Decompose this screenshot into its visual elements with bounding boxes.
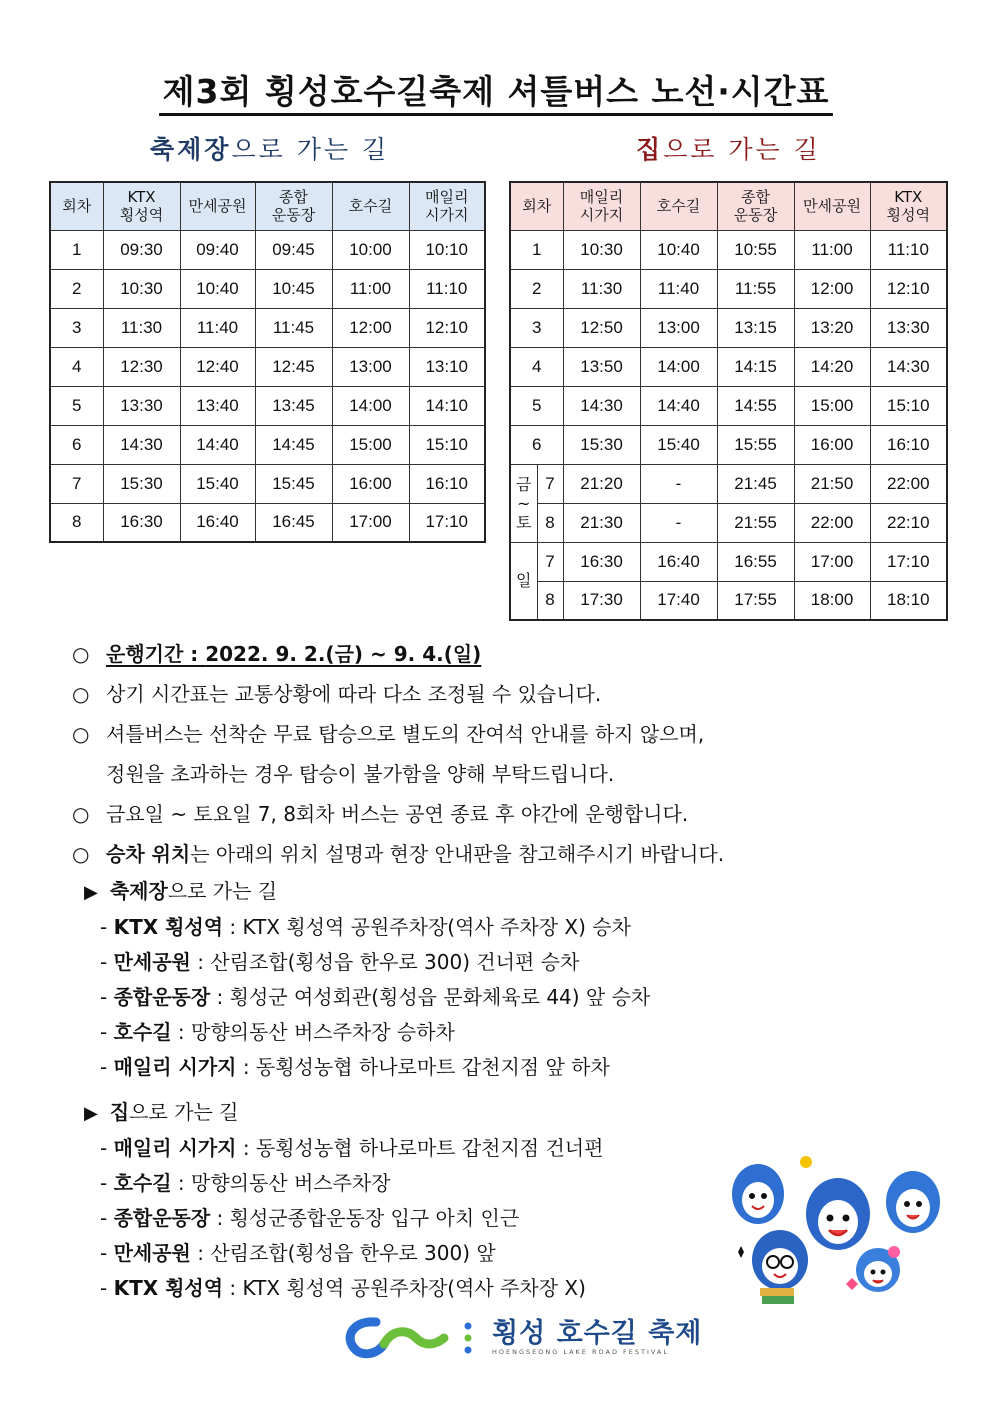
circle-bullet-icon: ○ — [72, 642, 90, 666]
trip-number-cell: 8 — [50, 503, 103, 542]
time-cell: 13:00 — [332, 347, 409, 386]
header-cell: 종합 운동장 — [717, 182, 794, 230]
time-cell: 11:40 — [640, 269, 717, 308]
time-cell: 17:00 — [794, 542, 870, 581]
notes-list — [72, 634, 972, 874]
time-cell: 14:00 — [332, 386, 409, 425]
time-cell: 16:10 — [409, 464, 485, 503]
note-period: ○ 운행기간 : 2022. 9. 2.(금) ~ 9. 4.(일) — [72, 634, 972, 674]
stop-description: : 산림조합(횡성읍 한우로 300) 건너편 승차 — [190, 950, 580, 974]
header-cell: 호수길 — [640, 182, 717, 230]
trip-number-cell: 3 — [510, 308, 563, 347]
trip-number-cell: 1 — [50, 230, 103, 269]
time-cell: 14:20 — [794, 347, 870, 386]
table-header-row — [510, 182, 947, 230]
time-cell: 12:00 — [794, 269, 870, 308]
time-cell: - — [640, 503, 717, 542]
stop-description: : 횡성군 여성회관(횡성읍 문화체육로 44) 앞 승차 — [210, 985, 651, 1009]
dash-bullet: - — [100, 1136, 114, 1160]
time-cell: 22:00 — [870, 464, 947, 503]
mascot-character-icon — [806, 1178, 870, 1250]
time-cell: 16:30 — [563, 542, 640, 581]
time-cell: 13:10 — [409, 347, 485, 386]
trip-number-cell: 1 — [510, 230, 563, 269]
header-cell: 종합 운동장 — [255, 182, 332, 230]
stop-item — [84, 945, 884, 980]
time-cell: 13:40 — [180, 386, 255, 425]
dash-bullet: - — [100, 1206, 114, 1230]
trip-number-cell: 4 — [510, 347, 563, 386]
triangle-right-icon: ▶ — [84, 882, 98, 903]
dash-bullet: - — [100, 915, 114, 939]
circle-bullet-icon: ○ — [72, 802, 90, 826]
mascot-character-icon — [732, 1164, 784, 1224]
stop-description: : 횡성군종합운동장 입구 아치 인근 — [210, 1206, 520, 1230]
time-cell: 22:00 — [794, 503, 870, 542]
time-cell: 15:40 — [180, 464, 255, 503]
header-cell: 호수길 — [332, 182, 409, 230]
header-cell: 회차 — [50, 182, 103, 230]
mascot-character-icon — [856, 1246, 900, 1292]
time-cell: 15:55 — [717, 425, 794, 464]
stop-description: : 산림조합(횡성읍 한우로 300) 앞 — [190, 1241, 496, 1265]
trip-number-cell: 8 — [537, 503, 563, 542]
stop-name: 호수길 — [113, 1171, 172, 1195]
stop-name: 종합운동장 — [113, 985, 211, 1009]
stop-name: 만세공원 — [113, 950, 191, 974]
time-cell: 10:40 — [640, 230, 717, 269]
time-cell: 13:30 — [103, 386, 180, 425]
time-cell: 10:45 — [255, 269, 332, 308]
time-cell: 21:50 — [794, 464, 870, 503]
dash-bullet: - — [100, 1020, 114, 1044]
dash-bullet: - — [100, 1241, 114, 1265]
table-row — [510, 308, 947, 347]
time-cell: - — [640, 464, 717, 503]
table-row — [510, 581, 947, 620]
time-cell: 21:30 — [563, 503, 640, 542]
dash-bullet: - — [100, 1171, 114, 1195]
time-cell: 11:00 — [332, 269, 409, 308]
time-cell: 10:40 — [180, 269, 255, 308]
time-cell: 13:00 — [640, 308, 717, 347]
stop-name: KTX 횡성역 — [113, 915, 224, 939]
time-cell: 12:10 — [870, 269, 947, 308]
time-cell: 14:00 — [640, 347, 717, 386]
time-cell: 11:30 — [103, 308, 180, 347]
time-cell: 17:00 — [332, 503, 409, 542]
to-home-heading: 집으로 가는 길 — [636, 135, 821, 164]
time-cell: 14:10 — [409, 386, 485, 425]
table-row — [50, 464, 485, 503]
table-row — [50, 386, 485, 425]
circle-bullet-icon: ○ — [72, 722, 90, 746]
table-row — [50, 503, 485, 542]
time-cell: 18:00 — [794, 581, 870, 620]
trip-number-cell: 7 — [50, 464, 103, 503]
table-row — [50, 425, 485, 464]
logo-text: 횡성 호수길 축제 — [492, 1318, 703, 1349]
time-cell: 16:40 — [180, 503, 255, 542]
time-cell: 15:45 — [255, 464, 332, 503]
stop-description: : 망향의동산 버스주차장 승하차 — [171, 1020, 455, 1044]
time-cell: 21:55 — [717, 503, 794, 542]
table-row — [510, 230, 947, 269]
stop-name: 매일리 시가지 — [113, 1055, 237, 1079]
time-cell: 11:40 — [180, 308, 255, 347]
stop-description: : 동횡성농협 하나로마트 갑천지점 건너편 — [236, 1136, 604, 1160]
note-schedule-change: ○ 상기 시간표는 교통상황에 따라 다소 조정될 수 있습니다. — [72, 674, 972, 714]
trip-number-cell: 6 — [50, 425, 103, 464]
stop-name: KTX 횡성역 — [113, 1276, 224, 1300]
stop-description: : 동횡성농협 하나로마트 갑천지점 앞 하차 — [236, 1055, 610, 1079]
time-cell: 13:50 — [563, 347, 640, 386]
section-to-home: ▶ 집으로 가는 길 — [84, 1100, 239, 1124]
time-cell: 09:40 — [180, 230, 255, 269]
header-cell: 회차 — [510, 182, 563, 230]
table-row — [510, 542, 947, 581]
trip-number-cell: 7 — [537, 542, 563, 581]
time-cell: 10:30 — [563, 230, 640, 269]
mascot-character-icon — [752, 1230, 808, 1290]
time-cell: 17:10 — [409, 503, 485, 542]
time-cell: 12:50 — [563, 308, 640, 347]
time-cell: 13:15 — [717, 308, 794, 347]
time-cell: 15:30 — [103, 464, 180, 503]
time-cell: 11:45 — [255, 308, 332, 347]
header-cell: KTX 횡성역 — [870, 182, 947, 230]
note-boarding-location: ○ 승차 위치는 아래의 위치 설명과 현장 안내판을 참고해주시기 바랍니다. — [72, 834, 972, 874]
time-cell: 11:10 — [409, 269, 485, 308]
time-cell: 09:30 — [103, 230, 180, 269]
time-cell: 10:10 — [409, 230, 485, 269]
stop-description: : KTX 횡성역 공원주차장(역사 주차장 X) — [223, 1276, 586, 1300]
time-cell: 22:10 — [870, 503, 947, 542]
trip-number-cell: 2 — [510, 269, 563, 308]
time-cell: 16:30 — [103, 503, 180, 542]
time-cell: 12:00 — [332, 308, 409, 347]
table-row — [50, 347, 485, 386]
table-row — [510, 386, 947, 425]
time-cell: 10:30 — [103, 269, 180, 308]
note-free-boarding: ○ 셔틀버스는 선착순 무료 탑승으로 별도의 잔여석 안내를 하지 않으며, 정원을 초과하는 경우 탑승이 불가함을 양해 부탁드립니다. — [72, 714, 972, 794]
table-row — [510, 269, 947, 308]
time-cell: 14:30 — [870, 347, 947, 386]
header-cell: KTX 횡성역 — [103, 182, 180, 230]
time-cell: 16:55 — [717, 542, 794, 581]
stop-item — [84, 980, 884, 1015]
stop-item — [84, 1015, 884, 1050]
trip-number-cell: 7 — [537, 464, 563, 503]
circle-bullet-icon: ○ — [72, 842, 90, 866]
trip-number-cell: 8 — [537, 581, 563, 620]
time-cell: 12:30 — [103, 347, 180, 386]
time-cell: 17:40 — [640, 581, 717, 620]
stop-name: 종합운동장 — [113, 1206, 211, 1230]
to-home-timetable — [509, 181, 948, 621]
section-to-festival: ▶ 축제장으로 가는 길 — [84, 879, 278, 903]
stop-name: 매일리 시가지 — [113, 1136, 237, 1160]
time-cell: 14:15 — [717, 347, 794, 386]
table-row — [510, 503, 947, 542]
time-cell: 11:10 — [870, 230, 947, 269]
time-cell: 16:45 — [255, 503, 332, 542]
trip-number-cell: 3 — [50, 308, 103, 347]
day-group-label: 일 — [510, 542, 537, 620]
stop-item — [84, 1050, 884, 1085]
time-cell: 15:40 — [640, 425, 717, 464]
to-festival-timetable — [49, 181, 486, 543]
dash-bullet: - — [100, 1276, 114, 1300]
time-cell: 15:10 — [409, 425, 485, 464]
table-header-row — [50, 182, 485, 230]
trip-number-cell: 4 — [50, 347, 103, 386]
time-cell: 11:00 — [794, 230, 870, 269]
dash-bullet: - — [100, 950, 114, 974]
time-cell: 15:00 — [332, 425, 409, 464]
circle-bullet-icon: ○ — [72, 682, 90, 706]
time-cell: 16:00 — [794, 425, 870, 464]
trip-number-cell: 6 — [510, 425, 563, 464]
time-cell: 17:10 — [870, 542, 947, 581]
time-cell: 12:45 — [255, 347, 332, 386]
to-festival-heading: 축제장으로 가는 길 — [150, 135, 390, 164]
time-cell: 11:55 — [717, 269, 794, 308]
time-cell: 18:10 — [870, 581, 947, 620]
stop-name: 호수길 — [113, 1020, 172, 1044]
header-cell: 매일리 시가지 — [409, 182, 485, 230]
header-cell: 매일리 시가지 — [563, 182, 640, 230]
time-cell: 17:30 — [563, 581, 640, 620]
table-row — [50, 269, 485, 308]
time-cell: 14:30 — [103, 425, 180, 464]
page-title: 제3회 횡성호수길축제 셔틀버스 노선·시간표 — [0, 66, 992, 113]
mascot-character-icon — [886, 1171, 940, 1233]
table-row — [510, 347, 947, 386]
time-cell: 13:30 — [870, 308, 947, 347]
time-cell: 14:40 — [180, 425, 255, 464]
day-group-label: 금 ~ 토 — [510, 464, 537, 542]
time-cell: 21:20 — [563, 464, 640, 503]
time-cell: 09:45 — [255, 230, 332, 269]
time-cell: 16:10 — [870, 425, 947, 464]
time-cell: 21:45 — [717, 464, 794, 503]
time-cell: 10:00 — [332, 230, 409, 269]
time-cell: 15:30 — [563, 425, 640, 464]
time-cell: 12:10 — [409, 308, 485, 347]
trip-number-cell: 5 — [510, 386, 563, 425]
time-cell: 15:10 — [870, 386, 947, 425]
time-cell: 14:40 — [640, 386, 717, 425]
time-cell: 14:45 — [255, 425, 332, 464]
table-row — [510, 464, 947, 503]
time-cell: 10:55 — [717, 230, 794, 269]
time-cell: 12:40 — [180, 347, 255, 386]
time-cell: 11:30 — [563, 269, 640, 308]
time-cell: 17:55 — [717, 581, 794, 620]
table-row — [50, 308, 485, 347]
time-cell: 15:00 — [794, 386, 870, 425]
time-cell: 14:55 — [717, 386, 794, 425]
stop-description: : 망향의동산 버스주차장 — [171, 1171, 391, 1195]
time-cell: 16:40 — [640, 542, 717, 581]
triangle-right-icon: ▶ — [84, 1103, 98, 1124]
logo-subtext: HOENGSEONG LAKE ROAD FESTIVAL — [492, 1348, 669, 1356]
table-row — [510, 425, 947, 464]
table-row — [50, 230, 485, 269]
time-cell: 13:20 — [794, 308, 870, 347]
header-cell: 만세공원 — [180, 182, 255, 230]
trip-number-cell: 5 — [50, 386, 103, 425]
time-cell: 14:30 — [563, 386, 640, 425]
stop-description: : KTX 횡성역 공원주차장(역사 주차장 X) 승차 — [223, 915, 631, 939]
note-night-service: ○ 금요일 ~ 토요일 7, 8회차 버스는 공연 종료 후 야간에 운행합니다. — [72, 794, 972, 834]
stop-name: 만세공원 — [113, 1241, 191, 1265]
time-cell: 13:45 — [255, 386, 332, 425]
mascot-illustration — [718, 1152, 954, 1308]
dash-bullet: - — [100, 985, 114, 1009]
dash-bullet: - — [100, 1055, 114, 1079]
header-cell: 만세공원 — [794, 182, 870, 230]
time-cell: 16:00 — [332, 464, 409, 503]
stop-item — [84, 910, 884, 945]
trip-number-cell: 2 — [50, 269, 103, 308]
